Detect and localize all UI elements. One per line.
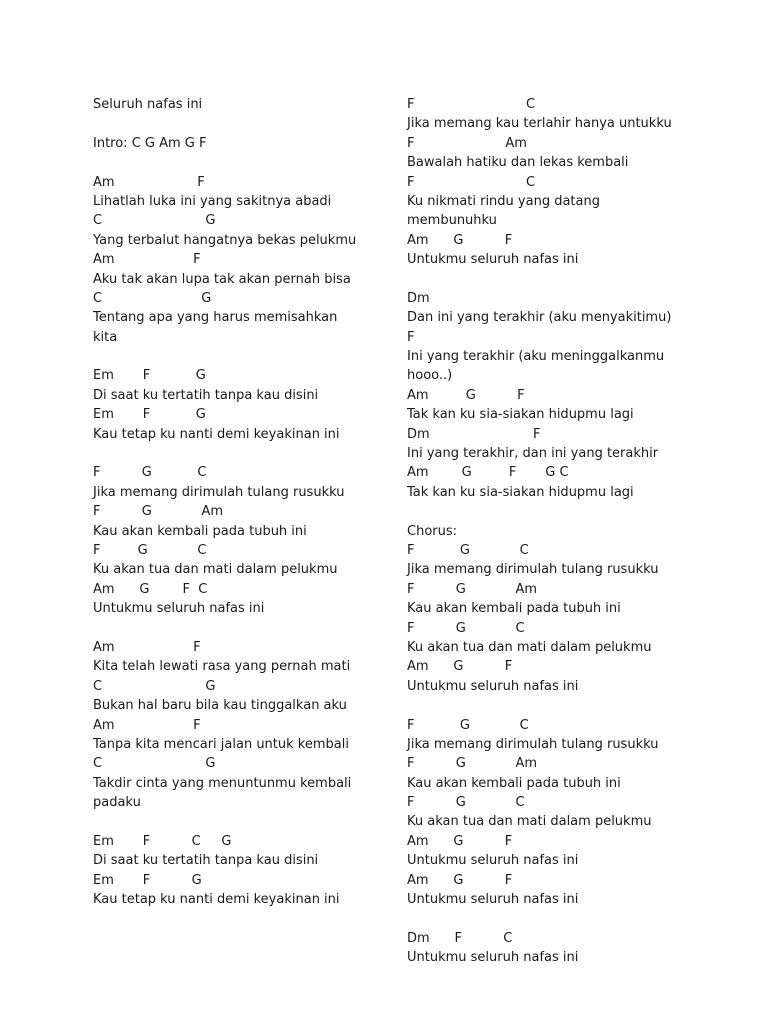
lyric-line: hooo..): [407, 368, 453, 384]
lyric-line: Ku akan tua dan mati dalam pelukmu: [93, 562, 338, 578]
lyric-line: Seluruh nafas ini: [93, 97, 203, 112]
chord-line: Am G F: [407, 232, 513, 248]
chord-line: Dm F C: [407, 930, 513, 946]
chord-line: Am G F C: [93, 581, 208, 597]
chord-line: F G C: [93, 542, 207, 558]
blank-line: [407, 696, 707, 715]
chord-line: F G C: [93, 465, 207, 481]
lyric-line: Kita telah lewati rasa yang pernah mati: [93, 659, 351, 675]
blank-line: [407, 909, 707, 928]
lyric-line: Di saat ku tertatih tanpa kau disini: [93, 853, 319, 869]
chord-line: F G Am: [407, 756, 538, 772]
chord-line: F G C: [407, 717, 529, 733]
lyric-line: padaku: [93, 795, 141, 811]
blank-line: [93, 153, 383, 172]
lyric-line: Kau tetap ku nanti demi keyakinan ini: [93, 892, 340, 908]
chord-line: C G: [93, 213, 216, 229]
lyric-line: Jika memang kau terlahir hanya untukku: [407, 116, 672, 132]
chord-line: F Am: [407, 135, 527, 151]
lyric-line: Jika memang dirimulah tulang rusukku: [407, 562, 659, 578]
lyric-line: Ku akan tua dan mati dalam pelukmu: [407, 639, 652, 655]
chord-line: F: [407, 329, 415, 345]
chord-line: Am G F: [407, 872, 513, 888]
chord-line: F G Am: [93, 504, 224, 520]
blank-line: [407, 270, 707, 289]
lyric-line: Dan ini yang terakhir (aku menyakitimu): [407, 310, 672, 326]
lyric-line: Tanpa kita mencari jalan untuk kembali: [93, 736, 349, 752]
lyric-line: Tentang apa yang harus memisahkan: [93, 310, 338, 326]
lyric-line: membunuhku: [407, 213, 497, 229]
chord-line: Em F G: [93, 368, 206, 384]
chord-line: Am G F: [407, 659, 513, 675]
lyric-line: Untukmu seluruh nafas ini: [407, 950, 579, 966]
lyric-line: Kau akan kembali pada tubuh ini: [407, 601, 621, 617]
chord-line: F G Am: [407, 581, 538, 597]
blank-line: [93, 444, 383, 463]
chord-line: Em F C G: [93, 833, 232, 849]
chord-line: Em F G: [93, 872, 202, 888]
blank-line: [93, 619, 383, 638]
lyric-line: Ku nikmati rindu yang datang: [407, 193, 600, 209]
lyric-line: Tak kan ku sia-siakan hidupmu lagi: [407, 407, 634, 423]
chord-line: C G: [93, 678, 216, 694]
chord-line: Am F: [93, 717, 201, 733]
blank-line: [93, 347, 383, 366]
chord-line: Dm F: [407, 426, 541, 442]
lyric-line: Untukmu seluruh nafas ini: [407, 853, 579, 869]
chord-line: F G C: [407, 795, 525, 811]
left-column: [93, 95, 383, 909]
chord-line: Dm: [407, 290, 430, 306]
lyric-line: Ku akan tua dan mati dalam pelukmu: [407, 814, 652, 830]
lyric-line: Jika memang dirimulah tulang rusukku: [93, 484, 345, 500]
lyric-line: Yang terbalut hangatnya bekas pelukmu: [93, 232, 357, 248]
chord-line: Am G F: [407, 833, 513, 849]
chord-line: C G: [93, 756, 216, 772]
chord-line: Am F: [93, 639, 201, 655]
chord-line: Em F G: [93, 407, 206, 423]
chord-line: Am F: [93, 252, 201, 268]
lyric-line: Kau tetap ku nanti demi keyakinan ini: [93, 426, 340, 442]
lyric-line: Chorus:: [407, 523, 458, 539]
lyric-line: Untukmu seluruh nafas ini: [407, 678, 579, 694]
lyric-line: Jika memang dirimulah tulang rusukku: [407, 736, 659, 752]
right-column: [407, 95, 707, 968]
chord-line: F G C: [407, 542, 529, 558]
chord-line: C G: [93, 290, 212, 306]
lyric-line: Di saat ku tertatih tanpa kau disini: [93, 387, 319, 403]
lyric-line: Tak kan ku sia-siakan hidupmu lagi: [407, 484, 634, 500]
lyric-line: Untukmu seluruh nafas ini: [93, 601, 265, 617]
lyric-line: Intro: C G Am G F: [93, 135, 207, 151]
lyric-line: Untukmu seluruh nafas ini: [407, 892, 579, 908]
lyric-line: Kau akan kembali pada tubuh ini: [407, 775, 621, 791]
lyric-line: Lihatlah luka ini yang sakitnya abadi: [93, 193, 332, 209]
lyric-line: Bawalah hatiku dan lekas kembali: [407, 155, 629, 171]
chord-line: Am F: [93, 174, 205, 190]
lyric-line: kita: [93, 329, 118, 345]
blank-line: [407, 502, 707, 521]
chord-line: F C: [407, 97, 536, 112]
blank-line: [93, 812, 383, 831]
chord-line: Am G F G C: [407, 465, 569, 481]
lyric-line: Ini yang terakhir, dan ini yang terakhir: [407, 446, 659, 462]
lyric-line: Kau akan kembali pada tubuh ini: [93, 523, 307, 539]
blank-line: [93, 114, 383, 133]
lyric-line: Untukmu seluruh nafas ini: [407, 252, 579, 268]
lyric-line: Takdir cinta yang menuntunmu kembali: [93, 775, 352, 791]
lyric-line: Aku tak akan lupa tak akan pernah bisa: [93, 271, 351, 287]
chord-line: Am G F: [407, 387, 525, 403]
lyric-line: Ini yang terakhir (aku meninggalkanmu: [407, 349, 665, 365]
lyric-line: Bukan hal baru bila kau tinggalkan aku: [93, 698, 347, 714]
chord-line: F C: [407, 174, 536, 190]
chord-line: F G C: [407, 620, 525, 636]
